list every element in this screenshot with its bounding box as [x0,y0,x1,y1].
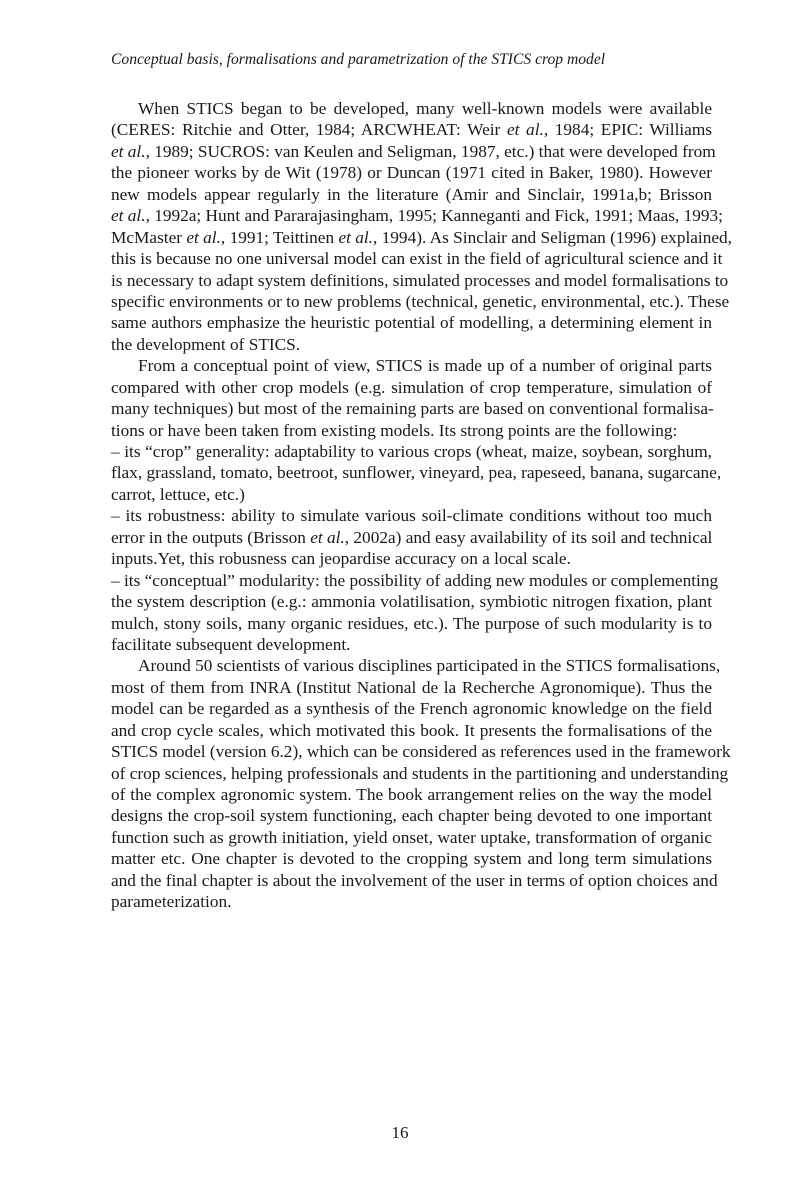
text-line: compared with other crop models (e.g. simulation of crop temperature, simulation of [111,377,712,397]
text-line: and crop cycle scales, which motivated this book. It presents the formalisations of the [111,720,712,740]
paragraph [111,655,731,912]
text-line: the development of STICS. [111,334,301,354]
italic-citation: et al. [338,227,373,247]
text-line: (CERES: Ritchie and Otter, 1984; ARCWHEAT: Weir et al., 1984; EPIC: Williams [111,120,713,140]
text-line: STICS model (version 6.2), which can be considered as references used in the framework [111,742,731,762]
text-line: mulch, stony soils, many organic residues, etc.). The purpose of such modularity is to [111,613,712,633]
italic-citation: et al. [506,120,544,140]
text-line: same authors emphasize the heuristic potential of modelling, a determining element in [111,313,712,333]
text-line: From a conceptual point of view, STICS is made up of a number of original parts [138,356,712,376]
body-text [111,98,732,913]
italic-citation: et al. [310,527,345,547]
text-line: Around 50 scientists of various disciplines participated in the STICS formalisations, [138,656,721,676]
text-line: most of them from INRA (Institut National de la Recherche Agronomique). Thus the [111,677,712,697]
text-line: parameterization. [111,892,232,912]
text-line: flax, grassland, tomato, beetroot, sunflower, vineyard, pea, rapeseed, banana, sugarcane, [111,463,722,483]
paragraph [111,505,712,569]
text-line: tions or have been taken from existing models. Its strong points are the following: [111,420,678,440]
running-header: Conceptual basis, formalisations and parametrization of the STICS crop model [111,51,606,68]
text-line: is necessary to adapt system definitions, simulated processes and model formalisations to [111,270,729,290]
text-line: inputs.Yet, this robusness can jeopardise accuracy on a local scale. [111,549,571,569]
text-line: model can be regarded as a synthesis of the French agronomic knowledge on the field [111,699,712,719]
text-line: When STICS began to be developed, many well-known models were available [138,99,712,118]
paragraph [111,98,732,355]
text-line: and the final chapter is about the involvement of the user in terms of option choices and [111,870,718,890]
text-line: – its robustness: ability to simulate various soil-climate conditions without too much [111,506,712,526]
text-line: facilitate subsequent development. [111,634,351,654]
text-line: – its “conceptual” modularity: the possibility of adding new modules or complementing [111,570,719,590]
text-line: carrot, lettuce, etc.) [111,484,245,504]
text-line: many techniques) but most of the remaining parts are based on conventional formalisa- [111,399,714,419]
text-line: the pioneer works by de Wit (1978) or Duncan (1971 cited in Baker, 1980). However [111,163,712,183]
text-line: specific environments or to new problems (technical, genetic, environmental, etc.). These [111,291,730,311]
italic-citation: et al. [111,206,146,226]
text-line: of crop sciences, helping professionals and students in the partitioning and understanding [111,763,729,783]
paragraph [111,441,722,505]
text-line: this is because no one universal model can exist in the field of agricultural science and it [111,249,723,269]
italic-citation: et al. [111,141,146,161]
text-line: of the complex agronomic system. The book arrangement relies on the way the model [111,785,712,804]
italic-citation: et al. [186,227,221,247]
text-line: – its “crop” generality: adaptability to various crops (wheat, maize, soybean, sorghum, [111,442,712,461]
text-line: McMaster et al., 1991; Teittinen et al., 1994). As Sinclair and Seligman (1996) explained, [111,227,732,247]
text-line: new models appear regularly in the literature (Amir and Sinclair, 1991a,b; Brisson [111,184,712,204]
paragraph [111,355,712,441]
text-line: the system description (e.g.: ammonia volatilisation, symbiotic nitrogen fixation, plant [111,592,712,612]
text-line: error in the outputs (Brisson et al., 2002a) and easy availability of its soil and technical [111,527,713,547]
text-line: et al., 1992a; Hunt and Pararajasingham, 1995; Kanneganti and Fick, 1991; Maas, 1993; [111,206,723,226]
text-line: function such as growth initiation, yield onset, water uptake, transformation of organic [111,827,712,847]
text-line: matter etc. One chapter is devoted to the cropping system and long term simulations [111,849,712,869]
page-number: 16 [391,1123,409,1142]
paragraph [111,570,719,656]
text-line: designs the crop-soil system functioning, each chapter being devoted to one important [111,806,712,826]
text-line: et al., 1989; SUCROS: van Keulen and Seligman, 1987, etc.) that were developed from [111,141,716,161]
